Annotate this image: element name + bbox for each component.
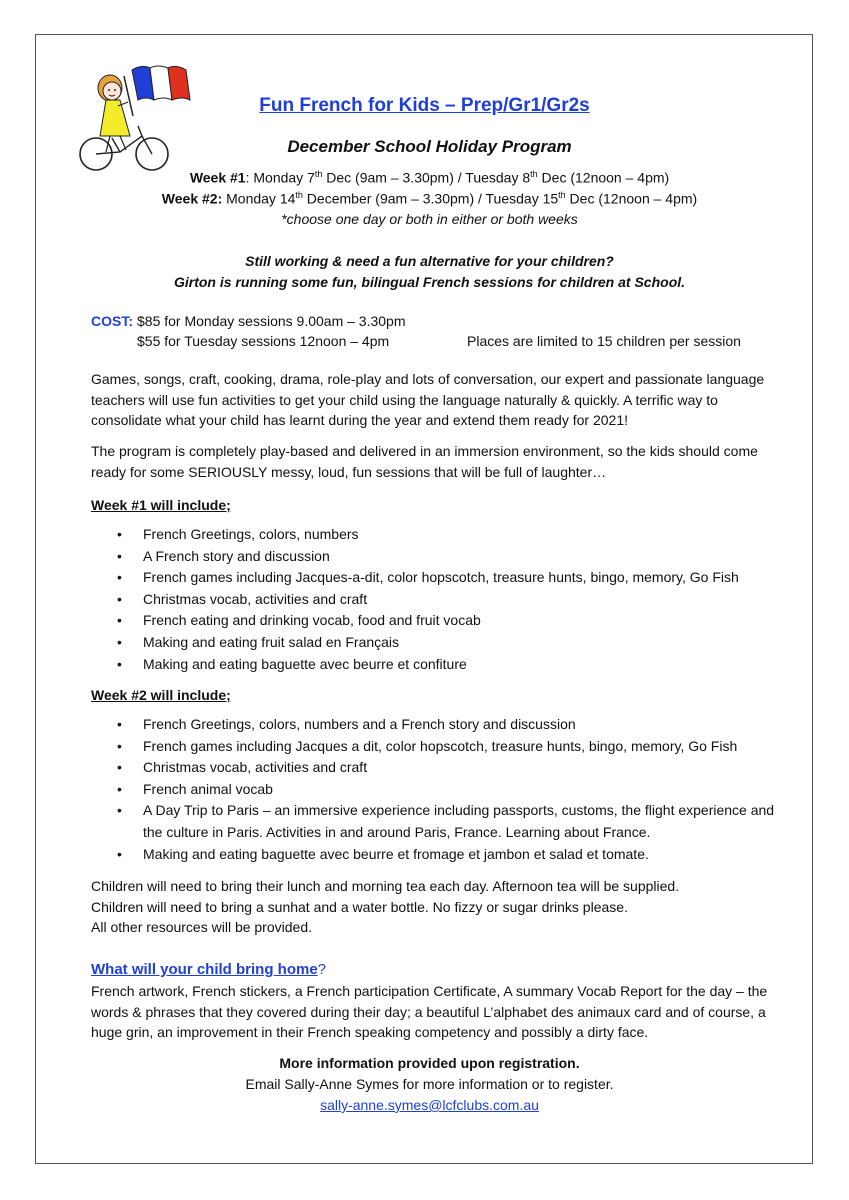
list-item: • Making and eating fruit salad en Français xyxy=(91,632,781,654)
intro-paragraph-2: The program is completely play-based and delivered in an immersion environment, so the kids should come ready for some SERIOUSLY messy, loud, fun sessions that will be full of laughter… xyxy=(91,443,758,480)
bring-home-qmark: ? xyxy=(317,961,327,978)
bring-line-1: Children will need to bring their lunch and morning tea each day. Afternoon tea will be supplied. xyxy=(91,878,680,894)
week2-text-a: Monday 14 xyxy=(222,190,296,207)
email-instruction: Email Sally-Anne Symes for more information or to register. xyxy=(245,1076,614,1092)
week1-sup-b: th xyxy=(530,169,538,179)
week1-heading: Week #1 will include; xyxy=(91,497,231,513)
list-item: • Making and eating baguette avec beurre et confiture xyxy=(91,654,781,676)
cost-tuesday: $55 for Tuesday sessions 12noon – 4pm xyxy=(137,333,390,349)
more-info: More information provided upon registration. xyxy=(279,1055,580,1071)
list-item: • French animal vocab xyxy=(91,779,781,801)
cost-label: COST: xyxy=(91,313,133,329)
bring-home-heading xyxy=(91,961,326,978)
week2-text-b: December (9am – 3.30pm) / Tuesday 15 xyxy=(302,190,559,207)
week1-label: Week #1 xyxy=(189,169,246,186)
list-item: • French Greetings, colors, numbers xyxy=(91,524,781,546)
cost-monday: $85 for Monday sessions 9.00am – 3.30pm xyxy=(137,313,406,329)
email-line xyxy=(0,1097,849,1113)
page-subtitle: December School Holiday Program xyxy=(287,137,572,156)
list-item: • Christmas vocab, activities and craft xyxy=(91,589,781,611)
list-item: • A French story and discussion xyxy=(91,546,781,568)
week2-label: Week #2: xyxy=(161,190,223,207)
week1-text-c: Dec (12noon – 4pm) xyxy=(537,169,670,186)
list-item: • French Greetings, colors, numbers and a French story and discussion xyxy=(91,714,781,736)
list-item: • Making and eating baguette avec beurre et fromage et jambon et salad et tomate. xyxy=(91,844,781,866)
places-note: Places are limited to 15 children per session xyxy=(467,333,741,349)
week2-sup-b: th xyxy=(558,190,566,200)
list-item: • Christmas vocab, activities and craft xyxy=(91,757,781,779)
week1-text-a: : Monday 7 xyxy=(245,169,315,186)
bring-home-heading-text: What will your child bring home xyxy=(91,961,318,978)
week2-text-c: Dec (12noon – 4pm) xyxy=(565,190,698,207)
list-item: • French games including Jacques-a-dit, color hopscotch, treasure hunts, bingo, memory, Go Fish xyxy=(91,567,781,589)
bring-home-text: French artwork, French stickers, a French participation Certificate, A summary Vocab Report for the day – the words & phrases that they covered during their day; a beautiful L’alphabet des animaux card and of course, a huge grin, an improvement in their French speaking competency and possibly a dirty face. xyxy=(91,983,768,1040)
week1-text-b: Dec (9am – 3.30pm) / Tuesday 8 xyxy=(322,169,531,186)
bring-line-2: Children will need to bring a sunhat and a water bottle. No fizzy or sugar drinks please. xyxy=(91,899,628,915)
tagline-2: Girton is running some fun, bilingual French sessions for children at School. xyxy=(173,274,686,290)
week1-schedule xyxy=(0,169,849,186)
week2-sup-a: th xyxy=(295,190,303,200)
week1-list xyxy=(91,524,781,675)
email-link[interactable]: sally-anne.symes@lcfclubs.com.au xyxy=(320,1097,539,1113)
choose-note: *choose one day or both in either or both weeks xyxy=(281,211,578,227)
week2-heading: Week #2 will include; xyxy=(91,687,231,703)
intro-paragraph-1: Games, songs, craft, cooking, drama, role-play and lots of conversation, our expert and passionate language teachers will use fun activities to get your child using the language naturally & quickly. A terrific way to consolidate what your child has learnt during the year and extend them ready for 2021! xyxy=(91,371,765,428)
week2-schedule xyxy=(0,190,849,207)
bring-line-3: All other resources will be provided. xyxy=(91,919,312,935)
page-title: Fun French for Kids – Prep/Gr1/Gr2s xyxy=(259,95,590,116)
list-item: • French eating and drinking vocab, food and fruit vocab xyxy=(91,610,781,632)
list-item: • A Day Trip to Paris – an immersive experience including passports, customs, the flight experience and the culture in Paris. Activities in and around Paris, France. Learning about France. xyxy=(91,800,781,843)
week2-list xyxy=(91,714,781,865)
list-item: • French games including Jacques a dit, color hopscotch, treasure hunts, bingo, memory, Go Fish xyxy=(91,736,781,758)
week1-sup-a: th xyxy=(314,169,323,179)
tagline-1: Still working & need a fun alternative for your children? xyxy=(245,253,614,269)
